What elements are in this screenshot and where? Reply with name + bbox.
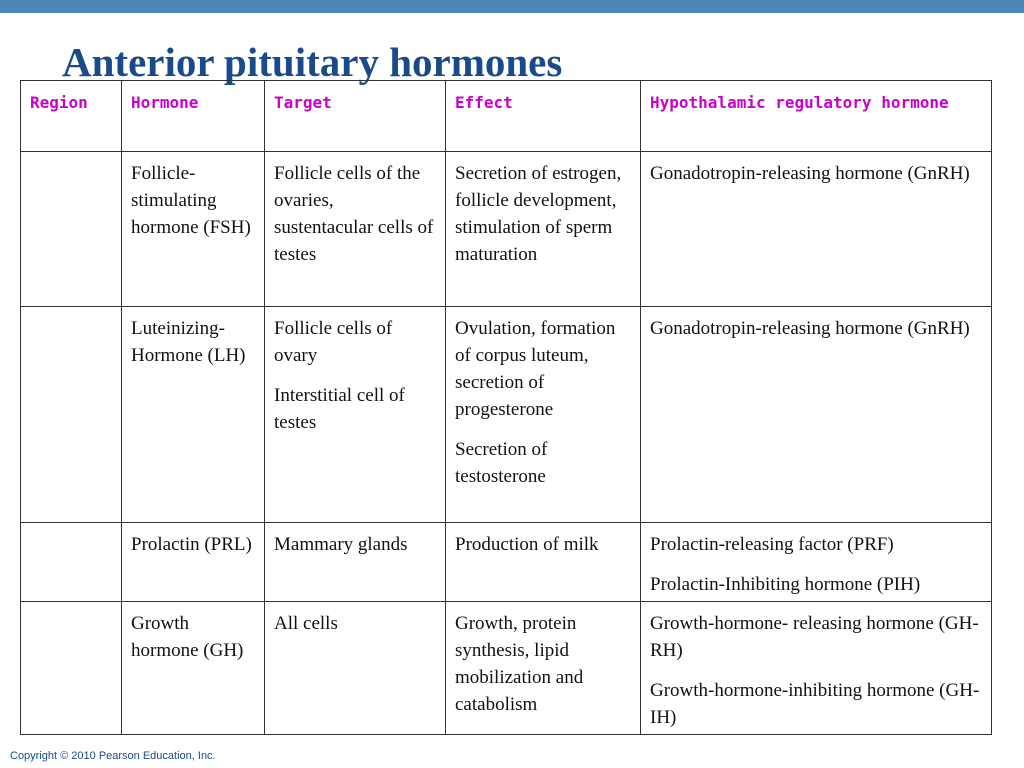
- cell-regulatory: [641, 602, 992, 735]
- cell-regulatory-line: Prolactin-Inhibiting hormone (PIH): [650, 574, 921, 595]
- cell-region: [21, 152, 122, 307]
- hormone-table: [20, 80, 992, 735]
- cell-hormone: Growth hormone (GH): [122, 602, 265, 735]
- cell-regulatory-line: Gonadotropin-releasing hormone (GnRH): [650, 163, 970, 184]
- cell-hormone: Luteinizing-Hormone (LH): [122, 307, 265, 523]
- table-row: [21, 307, 992, 523]
- cell-hormone: Follicle-stimulating hormone (FSH): [122, 152, 265, 307]
- header-effect: Effect: [446, 81, 641, 152]
- cell-target: [265, 602, 446, 735]
- cell-effect-line: Ovulation, formation of corpus luteum, secretion of progesterone: [455, 318, 616, 420]
- cell-target-line: Interstitial cell of testes: [274, 385, 405, 433]
- cell-effect-line: Secretion of estrogen, follicle development, stimulation of sperm maturation: [455, 163, 622, 265]
- cell-target: [265, 307, 446, 523]
- header-target: Target: [265, 81, 446, 152]
- cell-target: [265, 523, 446, 602]
- copyright-notice: Copyright © 2010 Pearson Education, Inc.: [10, 750, 216, 762]
- cell-effect: [446, 523, 641, 602]
- slide-title: Anterior pituitary hormones: [62, 39, 563, 85]
- cell-regulatory-line: Gonadotropin-releasing hormone (GnRH): [650, 318, 970, 339]
- header-regulatory-hormone: Hypothalamic regulatory hormone: [641, 81, 992, 152]
- cell-target-line: Follicle cells of ovary: [274, 318, 393, 366]
- cell-effect: [446, 307, 641, 523]
- cell-target-line: All cells: [274, 613, 338, 634]
- table-row: [21, 523, 992, 602]
- cell-regulatory: [641, 152, 992, 307]
- top-accent-bar: [0, 0, 1024, 13]
- cell-region: [21, 307, 122, 523]
- table-row: [21, 152, 992, 307]
- cell-regulatory-line: Growth-hormone-inhibiting hormone (GH-IH): [650, 680, 980, 728]
- cell-effect: [446, 602, 641, 735]
- cell-hormone: Prolactin (PRL): [122, 523, 265, 602]
- header-region: Region: [21, 81, 122, 152]
- cell-regulatory: [641, 523, 992, 602]
- cell-target-line: Mammary glands: [274, 534, 408, 555]
- cell-effect-line: Growth, protein synthesis, lipid mobilization and catabolism: [455, 613, 584, 715]
- cell-region: [21, 602, 122, 735]
- cell-effect: [446, 152, 641, 307]
- cell-target-line: Follicle cells of the ovaries, sustentacular cells of testes: [274, 163, 434, 265]
- cell-regulatory: [641, 307, 992, 523]
- cell-effect-line: Secretion of testosterone: [455, 439, 548, 487]
- cell-effect-line: Production of milk: [455, 534, 599, 555]
- table-header-row: [21, 81, 992, 152]
- header-hormone: Hormone: [122, 81, 265, 152]
- table-row: [21, 602, 992, 735]
- cell-target: [265, 152, 446, 307]
- cell-regulatory-line: Prolactin-releasing factor (PRF): [650, 534, 894, 555]
- cell-region: [21, 523, 122, 602]
- cell-regulatory-line: Growth-hormone- releasing hormone (GH-RH): [650, 613, 979, 661]
